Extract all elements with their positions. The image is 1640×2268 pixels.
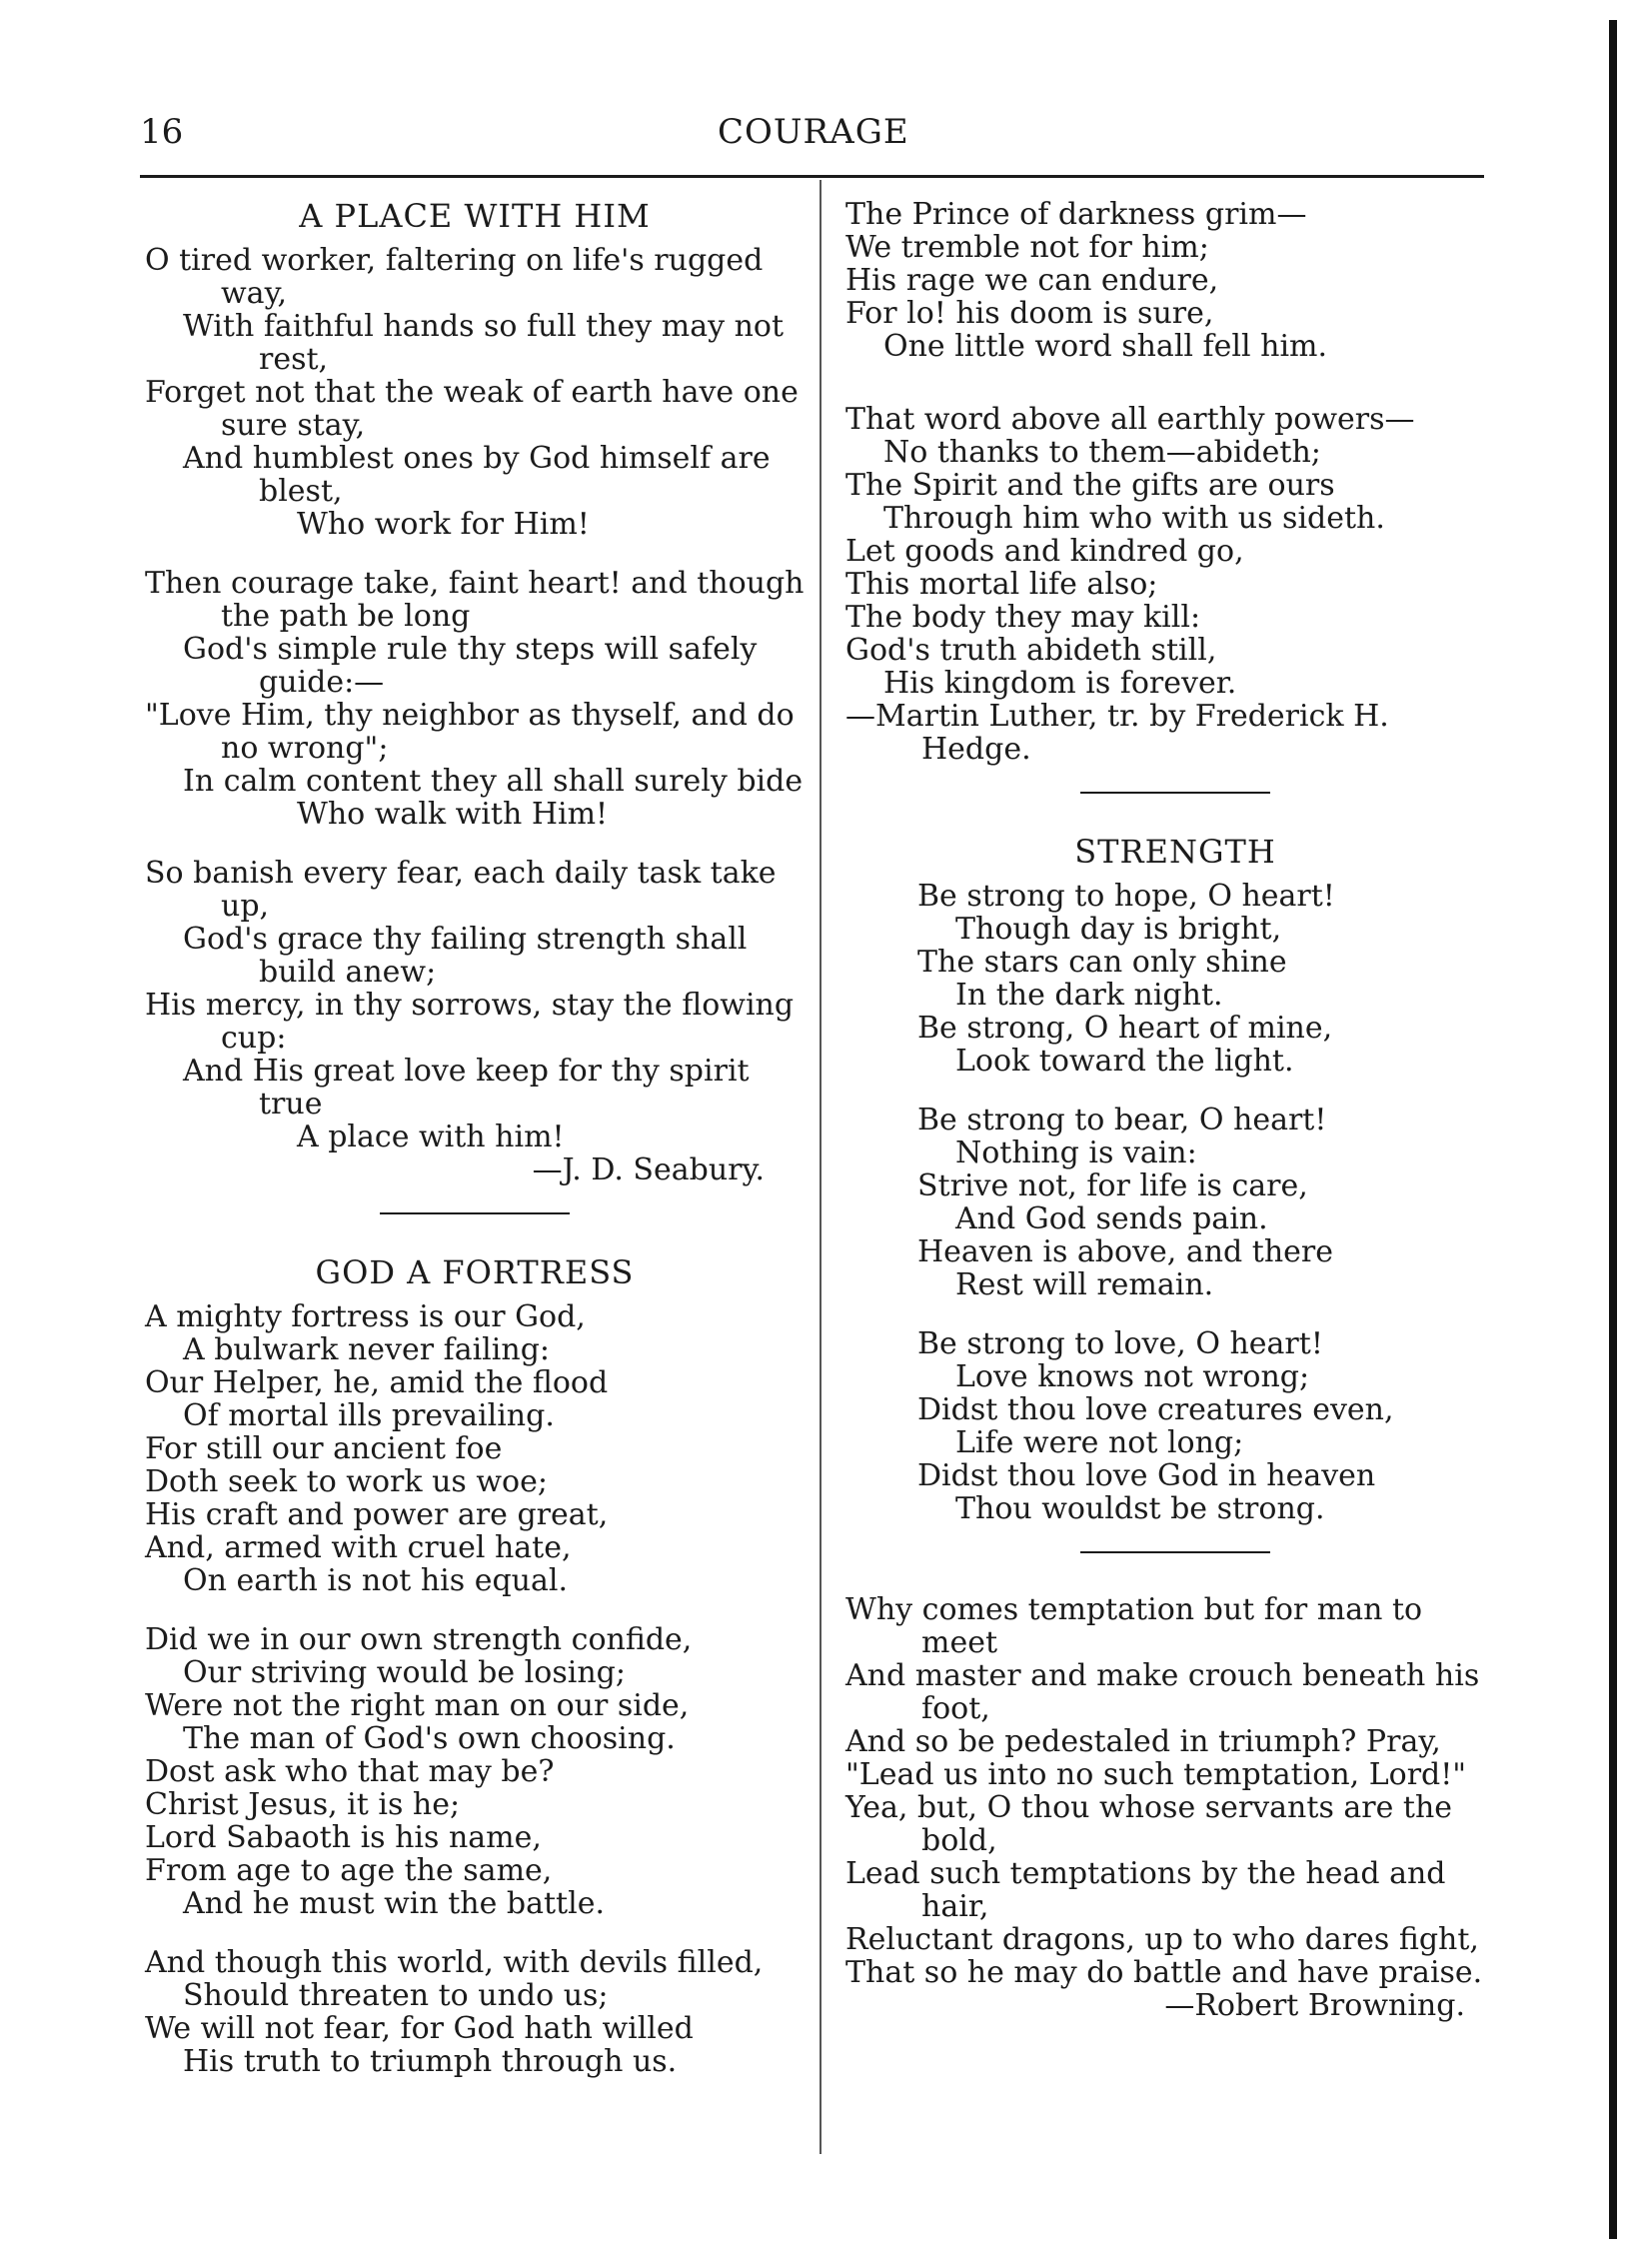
verse-line: That word above all earthly powers— [845, 402, 1415, 437]
verse-line: Heaven is above, and there [917, 1234, 1333, 1269]
verse-line: Didst thou love God in heaven [917, 1458, 1376, 1493]
verse-line: The stars can only shine [917, 945, 1287, 980]
verse-line: Did we in our own strength confide, [145, 1622, 693, 1657]
verse-line: The man of God's own choosing. [183, 1721, 676, 1756]
verse-line: Our Helper, he, amid the flood [145, 1365, 609, 1400]
stanza [845, 198, 1505, 363]
page-edge-bar [1609, 20, 1617, 2239]
verse-line: And he must win the battle. [183, 1886, 605, 1921]
left-column [145, 198, 805, 2104]
verse-line: Should threaten to undo us; [183, 1978, 609, 2013]
verse-line: We tremble not for him; [845, 230, 1209, 265]
verse-line: For lo! his doom is sure, [845, 296, 1214, 331]
verse-line: And so be pedestaled in triumph? Pray, [845, 1724, 1441, 1759]
verse-line: So banish every fear, each daily task take up, [145, 856, 777, 924]
poem-title: GOD A FORTRESS [315, 1253, 635, 1291]
running-title: COURAGE [718, 112, 909, 152]
verse-line: Who walk with Him! [297, 797, 609, 832]
verse-line: Though day is bright, [955, 912, 1282, 947]
verse-line: O tired worker, faltering on life's rugged way, [145, 243, 764, 311]
verse-line: In calm content they all shall surely bide [183, 764, 804, 799]
verse-line: God's truth abideth still, [845, 633, 1217, 668]
verse-line: No thanks to them—abideth; [883, 435, 1321, 470]
stanza [145, 567, 805, 831]
verse-line: Love knows not wrong; [955, 1359, 1310, 1394]
verse-line: His mercy, in thy sorrows, stay the flowing cup: [145, 988, 795, 1056]
poem-title: STRENGTH [1074, 833, 1276, 871]
verse-line: His kingdom is forever. [883, 666, 1237, 701]
verse-line: Our striving would be losing; [183, 1655, 626, 1690]
verse-line: Look toward the light. [955, 1044, 1294, 1079]
verse-line: His rage we can endure, [845, 263, 1219, 298]
section-divider [380, 1212, 570, 1214]
verse-line: And humblest ones by God himself are blest, [183, 441, 771, 509]
verse-line: In the dark night. [955, 978, 1223, 1013]
section-divider [1080, 792, 1270, 794]
verse-line: Lead such temptations by the head and hair, [845, 1856, 1446, 1924]
verse-line: Dost ask who that may be? [145, 1754, 555, 1789]
stanza [145, 857, 805, 1186]
verse-line: Doth seek to work us woe; [145, 1464, 548, 1499]
verse-line: And, armed with cruel hate, [145, 1530, 572, 1565]
verse-line: Strive not, for life is care, [917, 1168, 1308, 1203]
verse-line: Yea, but, O thou whose servants are the bold, [845, 1790, 1453, 1858]
verse-line: That so he may do battle and have praise. [845, 1955, 1483, 1990]
stanza [145, 1300, 805, 1597]
page-number: 16 [140, 112, 184, 152]
verse-line: Reluctant dragons, up to who dares fight, [845, 1922, 1479, 1957]
verse-line: A bulwark never failing: [183, 1332, 551, 1367]
verse-line: With faithful hands so full they may not rest, [183, 309, 785, 377]
poem-body [845, 880, 1505, 1525]
verse-line: Were not the right man on our side, [145, 1688, 690, 1723]
verse-line: The Prince of darkness grim— [845, 197, 1307, 232]
poem-attribution: —Robert Browning. [1164, 1988, 1465, 2023]
verse-line: His truth to triumph through us. [183, 2044, 678, 2079]
verse-line: For still our ancient foe [145, 1431, 503, 1466]
verse-line: This mortal life also; [845, 567, 1158, 602]
verse-line: "Love Him, thy neighbor as thyself, and do no wrong"; [145, 698, 795, 766]
verse-line: Then courage take, faint heart! and though the path be long [145, 566, 805, 634]
verse-line: A place with him! [297, 1120, 565, 1154]
stanza [145, 1946, 805, 2078]
verse-line: The Spirit and the gifts are ours [845, 468, 1335, 503]
right-column [845, 198, 1505, 2048]
verse-line: The body they may kill: [845, 600, 1201, 635]
stanza [917, 1327, 1505, 1525]
poem-attribution: —Martin Luther, tr. by Frederick H. Hedge. [845, 699, 1389, 767]
poem-attribution: —J. D. Seabury. [532, 1152, 765, 1187]
poem-title: A PLACE WITH HIM [299, 197, 651, 235]
verse-line: And His great love keep for thy spirit true [183, 1054, 750, 1122]
section-divider [1080, 1551, 1270, 1553]
stanza [845, 403, 1505, 766]
verse-line: Of mortal ills prevailing. [183, 1398, 555, 1433]
verse-line: And master and make crouch beneath his foot, [845, 1658, 1480, 1726]
verse-line: Rest will remain. [955, 1267, 1214, 1302]
verse-line: His craft and power are great, [145, 1497, 609, 1532]
verse-line: One little word shall fell him. [883, 329, 1328, 364]
verse-line: Nothing is vain: [955, 1135, 1197, 1170]
stanza [917, 880, 1505, 1078]
verse-line: And though this world, with devils filled, [145, 1945, 764, 1980]
verse-line: Thou wouldst be strong. [955, 1491, 1325, 1526]
verse-line: Be strong to love, O heart! [917, 1326, 1323, 1361]
verse-line: God's grace thy failing strength shall build anew; [183, 922, 748, 990]
verse-line: Didst thou love creatures even, [917, 1392, 1394, 1427]
verse-line: From age to age the same, [145, 1853, 553, 1888]
verse-line: A mighty fortress is our God, [145, 1299, 586, 1334]
verse-line: We will not fear, for God hath willed [145, 2011, 694, 2046]
verse-line: Be strong to hope, O heart! [917, 879, 1335, 914]
verse-line: Life were not long; [955, 1425, 1244, 1460]
verse-line: On earth is not his equal. [183, 1563, 568, 1598]
stanza [917, 1104, 1505, 1301]
verse-line: Be strong to bear, O heart! [917, 1103, 1327, 1137]
verse-line: Forget not that the weak of earth have one sure stay, [145, 375, 799, 443]
stanza [145, 244, 805, 541]
verse-line: Lord Sabaoth is his name, [145, 1820, 542, 1855]
stanza [145, 1623, 805, 1920]
verse-line: "Lead us into no such temptation, Lord!" [845, 1757, 1467, 1792]
verse-line: Why comes temptation but for man to meet [845, 1592, 1423, 1660]
stanza [845, 1593, 1505, 2022]
verse-line: Let goods and kindred go, [845, 534, 1244, 569]
header-rule [140, 175, 1484, 178]
verse-line: God's simple rule thy steps will safely guide:— [183, 632, 758, 700]
column-divider [820, 180, 821, 2154]
verse-line: Through him who with us sideth. [883, 501, 1385, 536]
verse-line: Be strong, O heart of mine, [917, 1011, 1333, 1046]
verse-line: And God sends pain. [955, 1201, 1268, 1236]
verse-line: Christ Jesus, it is he; [145, 1787, 461, 1822]
verse-line: Who work for Him! [297, 507, 590, 542]
